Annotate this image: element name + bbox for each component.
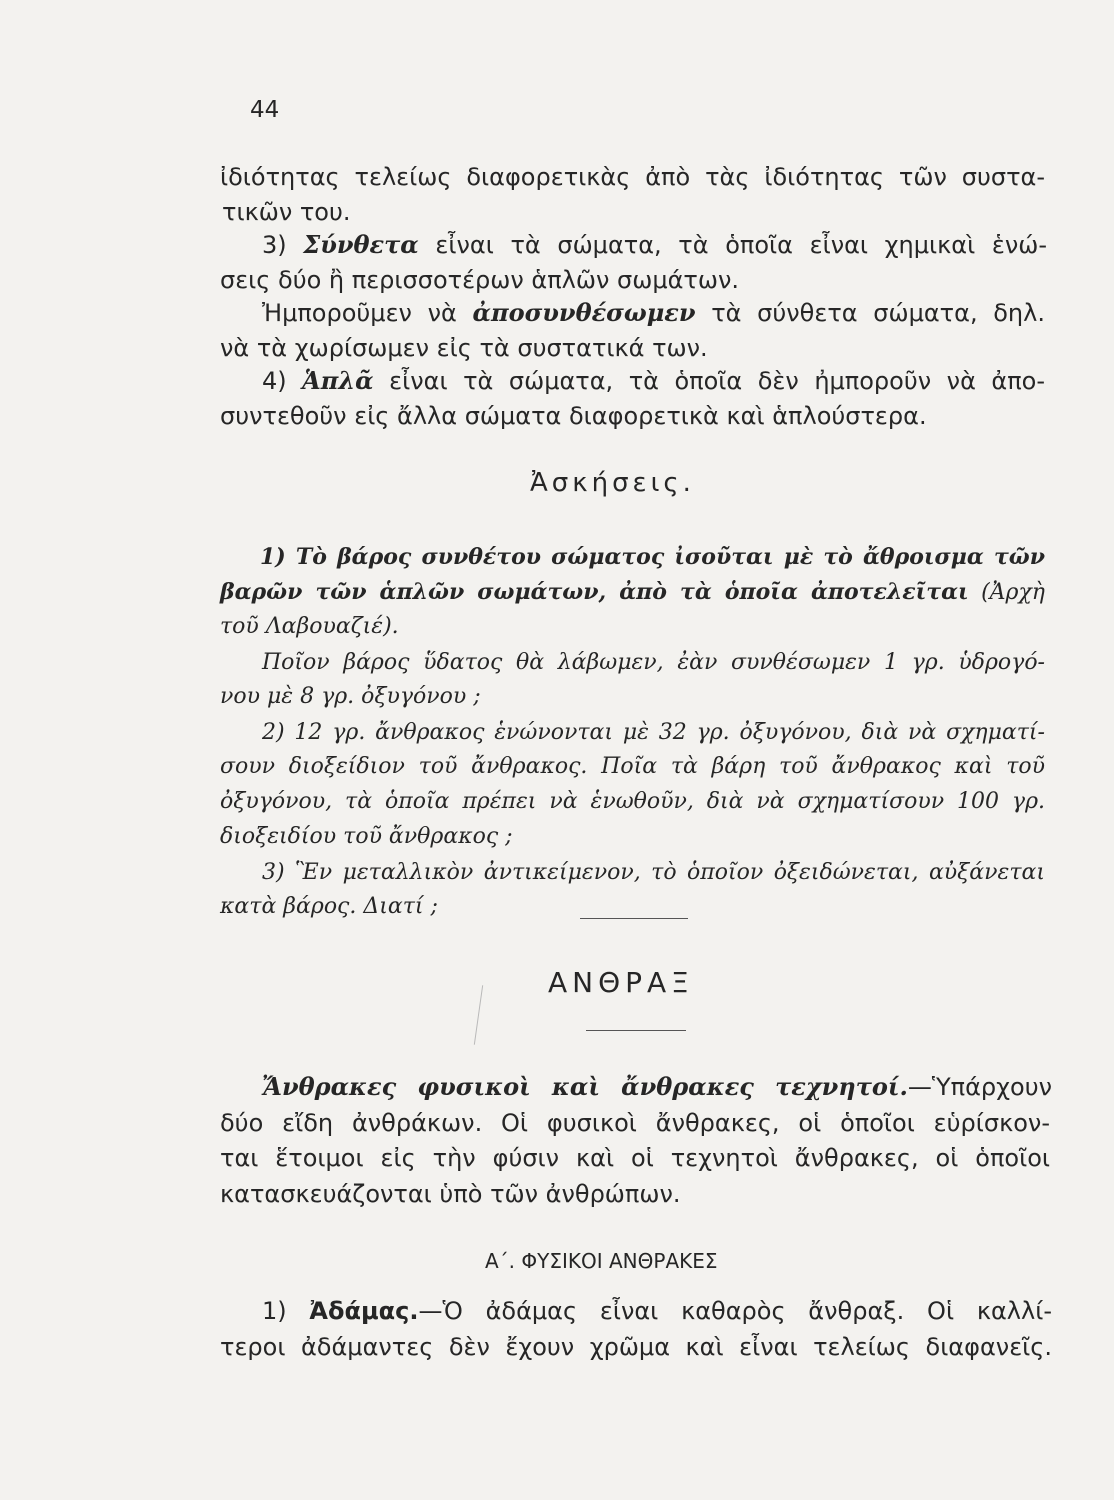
text-line-8: συντεθοῦν εἰς ἄλλα σώματα διαφορετικὰ καὶ ἁπλούστερα.	[220, 402, 927, 430]
subsection-title: Α΄. ΦΥΣΙΚΟΙ ΑΝΘΡΑΚΕΣ	[485, 1249, 718, 1273]
diamond-line-1	[262, 1296, 1052, 1326]
exercise-line-2	[220, 577, 1045, 608]
text-fragment: —Ὁ ἀδάμας εἶναι καθαρὸς ἄνθραξ. Οἱ καλλί-	[418, 1297, 1052, 1325]
term-syntheta: Σύνθετα	[303, 230, 419, 259]
text-fragment: —Ὑπάρχουν	[907, 1073, 1052, 1101]
diamond-line-2: τεροι ἀδάμαντες δὲν ἔχουν χρῶμα καὶ εἶναι τελείως διαφανεῖς.	[220, 1333, 1052, 1361]
divider-top	[580, 918, 688, 919]
exercises-heading: Ἀσκήσεις.	[530, 468, 695, 498]
text-line-3	[262, 230, 1047, 260]
text-line-1: ἰδιότητας τελείως διαφορετικὰς ἀπὸ τὰς ἰδιότητας τῶν συστα-	[220, 163, 1045, 191]
exercise-line-6: 2) 12 γρ. ἄνθρακος ἑνώνονται μὲ 32 γρ. ὀξυγόνου, διὰ νὰ σχηματί-	[262, 720, 1045, 745]
text-line-5	[262, 298, 1045, 328]
exercise-line-4: Ποῖον βάρος ὕδατος θὰ λάβωμεν, ἐὰν συνθέσωμεν 1 γρ. ὑδρογό-	[262, 650, 1045, 675]
exercise-line-10: 3) Ἓν μεταλλικὸν ἀντικείμενον, τὸ ὁποῖον ὀξειδώνεται, αὐξάνεται	[262, 860, 1045, 885]
exercise-line-11: κατὰ βάρος. Διατί ;	[220, 894, 438, 919]
coal-line-2: δύο εἴδη ἀνθράκων. Οἱ φυσικοὶ ἄνθρακες, οἱ ὁποῖοι εὑρίσκον-	[220, 1109, 1050, 1137]
exercise-line-9: διοξειδίου τοῦ ἄνθρακος ;	[220, 824, 513, 849]
text-fragment: Ἠμποροῦμεν νὰ	[262, 299, 473, 327]
text-fragment: (Ἀρχὴ	[968, 580, 1045, 605]
text-fragment: εἶναι τὰ σώματα, τὰ ὁποῖα δὲν ἠμποροῦν νὰ ἀπο-	[373, 367, 1046, 395]
coal-heading: Ἄνθρακες φυσικοὶ καὶ ἄνθρακες τεχνητοί.	[262, 1072, 908, 1101]
coal-line-3: ται ἕτοιμοι εἰς τὴν φύσιν καὶ οἱ τεχνητοὶ ἄνθρακες, οἱ ὁποῖοι	[220, 1144, 1050, 1172]
text-line-7	[262, 366, 1045, 396]
text-fragment: τὰ σύνθετα σώματα, δηλ.	[695, 299, 1045, 327]
item-number: 4)	[262, 367, 303, 395]
bleed-through-mark	[474, 985, 483, 1045]
exercise-line-1: 1) Τὸ βάρος συνθέτου σώματος ἰσοῦται μὲ τὸ ἄθροισμα τῶν	[260, 544, 1045, 570]
page-number: 44	[250, 97, 280, 123]
text-line-4: σεις δύο ἢ περισσοτέρων ἁπλῶν σωμάτων.	[220, 266, 739, 294]
item-number: 3)	[262, 231, 304, 259]
coal-line-1	[262, 1072, 1052, 1102]
exercise-line-5: νου μὲ 8 γρ. ὀξυγόνου ;	[220, 684, 481, 709]
item-number: 1)	[262, 1297, 310, 1325]
coal-line-4: κατασκευάζονται ὑπὸ τῶν ἀνθρώπων.	[220, 1180, 681, 1208]
diamond-heading: Ἀδάμας.	[309, 1297, 419, 1325]
exercise-line-8: ὀξυγόνου, τὰ ὁποῖα πρέπει νὰ ἑνωθοῦν, διὰ νὰ σχηματίσουν 100 γρ.	[220, 789, 1045, 814]
text-fragment: βαρῶν τῶν ἁπλῶν σωμάτων, ἀπὸ τὰ ὁποῖα ἀποτελεῖται	[220, 579, 969, 605]
exercise-line-7: σουν διοξείδιον τοῦ ἄνθρακος. Ποῖα τὰ βάρη τοῦ ἄνθρακος καὶ τοῦ	[220, 754, 1045, 779]
exercise-line-3: τοῦ Λαβουαζιέ).	[220, 614, 399, 639]
term-apla: Ἁπλᾶ	[302, 366, 374, 395]
text-line-6: νὰ τὰ χωρίσωμεν εἰς τὰ συστατικά των.	[220, 334, 708, 362]
section-title: ΑΝΘΡΑΞ	[548, 966, 694, 999]
term-aposynthesomen: ἀποσυνθέσωμεν	[472, 298, 696, 327]
divider-bottom	[586, 1030, 686, 1031]
text-fragment: εἶναι τὰ σώματα, τὰ ὁποῖα εἶναι χημικαὶ ἑνώ-	[418, 231, 1047, 259]
text-line-2: τικῶν του.	[222, 198, 351, 226]
